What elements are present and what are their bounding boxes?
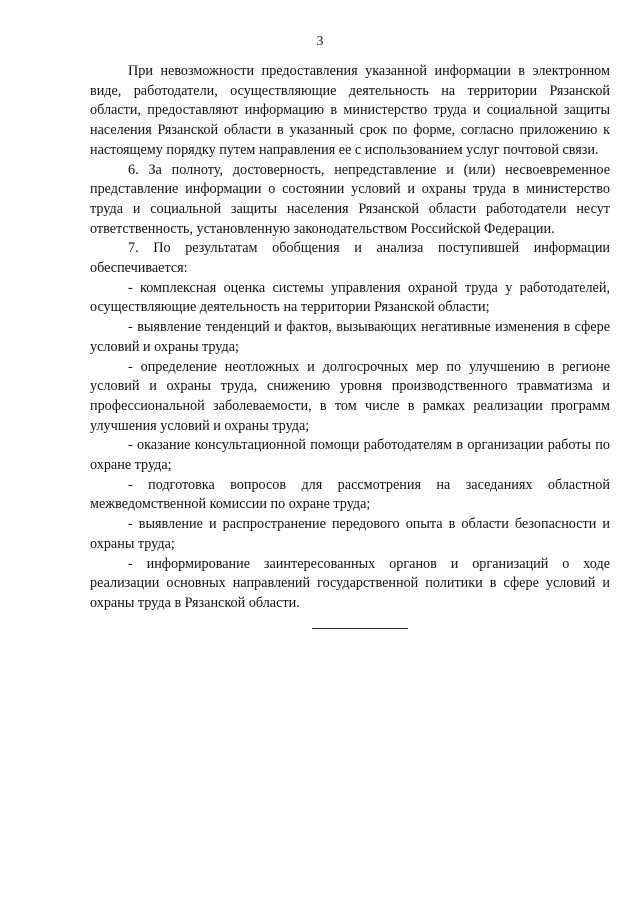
list-item-consulting-assistance: - оказание консультационной помощи работодателям в организации работы по охране труда; xyxy=(90,437,610,474)
list-item-comprehensive-assessment: - комплексная оценка системы управления охраной труда у работодателей, осуществляющие деятельность на территории Рязанской области; xyxy=(90,279,610,316)
paragraph-postal-submission: При невозможности предоставления указанной информации в электронном виде, работодатели, осуществляющие деятельность на территории Рязанской области, предоставляют информацию в министерство труда и социальной защиты населения Рязанской области в указанный срок по форме, согласно приложению к настоящему порядку путем направления ее с использованием услуг почтовой связи. xyxy=(90,63,610,158)
list-item-commission-preparation: - подготовка вопросов для рассмотрения на заседаниях областной межведомственной комиссии по охране труда; xyxy=(90,476,610,513)
list-item-urgent-measures: - определение неотложных и долгосрочных мер по улучшению в регионе условий и охраны труда, снижению уровня производственного травматизма и профессиональной заболеваемости, в том числе в рамках реализации программ улучшения условий и охраны труда; xyxy=(90,358,610,434)
paragraph-6-responsibility: 6. За полноту, достоверность, непредставление и (или) несвоевременное представление информации о состоянии условий и охраны труда в министерство труда и социальной защиты населения Рязанской области работодатели несут ответственность, установленную законодательством Российской Федерации. xyxy=(90,161,610,237)
list-item-informing-bodies: - информирование заинтересованных органов и организаций о ходе реализации основных направлений государственной политики в сфере условий и охраны труда в Рязанской области. xyxy=(90,555,610,611)
list-item-trend-identification: - выявление тенденций и фактов, вызывающих негативные изменения в сфере условий и охраны труда; xyxy=(90,319,610,355)
closing-divider-line xyxy=(312,628,408,629)
page-number: 3 xyxy=(316,34,324,49)
paragraph-7-analysis-results: 7. По результатам обобщения и анализа поступившей информации обеспечивается: xyxy=(90,240,610,277)
document-body xyxy=(90,62,610,614)
list-item-best-practices: - выявление и распространение передового опыта в области безопасности и охраны труда; xyxy=(90,516,610,552)
